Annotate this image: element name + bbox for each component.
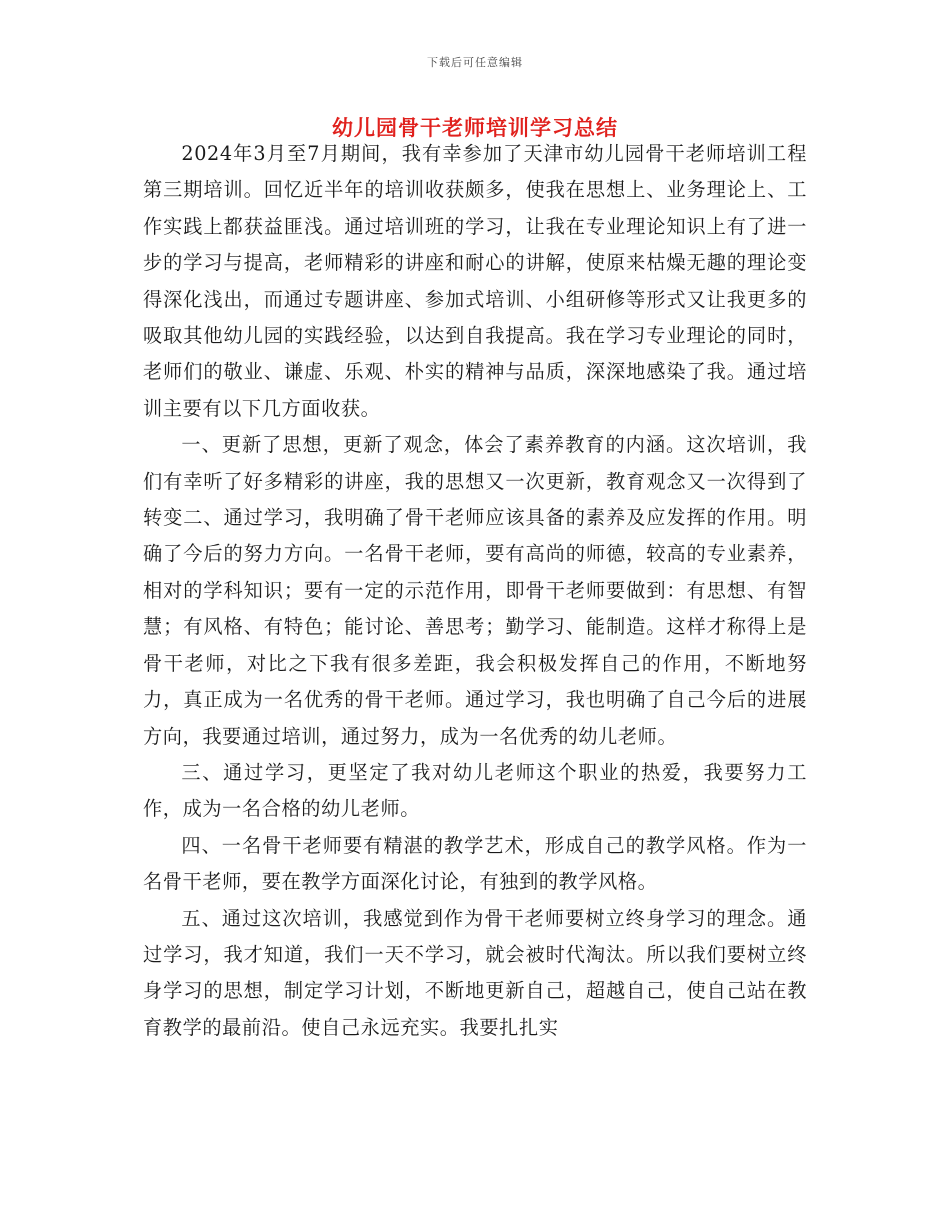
- paragraph-point-three: 三、通过学习，更坚定了我对幼儿老师这个职业的热爱，我要努力工作，成为一名合格的幼儿老师。: [143, 760, 807, 821]
- paragraph-point-one-two: 一、更新了思想，更新了观念，体会了素养教育的内涵。这次培训，我们有幸听了好多精彩的讲座，我的思想又一次更新，教育观念又一次得到了转变二、通过学习，我明确了骨干老师应该具备的素养及应发挥的作用。明确了今后的努力方向。一名骨干老师，要有高尚的师德，较高的专业素养，相对的学科知识；要有一定的示范作用，即骨干老师要做到：有思想、有智慧；有风格、有特色；能讨论、善思考；勤学习、能制造。这样才称得上是骨干老师，对比之下我有很多差距，我会积极发挥自己的作用，不断地努力，真正成为一名优秀的骨干老师。通过学习，我也明确了自己今后的进展方向，我要通过培训，通过努力，成为一名优秀的幼儿老师。: [143, 433, 807, 748]
- paragraph-point-five: 五、通过这次培训，我感觉到作为骨干老师要树立终身学习的理念。通过学习，我才知道，我们一天不学习，就会被时代淘汰。所以我们要树立终身学习的思想，制定学习计划，不断地更新自己，超越自己，使自己站在教育教学的最前沿。使自己永远充实。我要扎扎实: [143, 906, 807, 1039]
- header-note: 下载后可任意编辑: [427, 56, 523, 69]
- paragraph-point-four: 四、一名骨干老师要有精湛的教学艺术，形成自己的教学风格。作为一名骨干老师，要在教学方面深化讨论，有独到的教学风格。: [143, 833, 807, 894]
- paragraph-intro: 2024年3月至7月期间，我有幸参加了天津市幼儿园骨干老师培训工程第三期培训。回忆近半年的培训收获颇多，使我在思想上、业务理论上、工作实践上都获益匪浅。通过培训班的学习，让我在专业理论知识上有了进一步的学习与提高，老师精彩的讲座和耐心的讲解，使原来枯燥无趣的理论变得深化浅出，而通过专题讲座、参加式培训、小组研修等形式又让我更多的吸取其他幼儿园的实践经验，以达到自我提高。我在学习专业理论的同时，老师们的敬业、谦虚、乐观、朴实的精神与品质，深深地感染了我。通过培训主要有以下几方面收获。: [143, 142, 807, 420]
- document-body: [143, 136, 807, 1046]
- document-title: 幼儿园骨干老师培训学习总结: [332, 115, 618, 140]
